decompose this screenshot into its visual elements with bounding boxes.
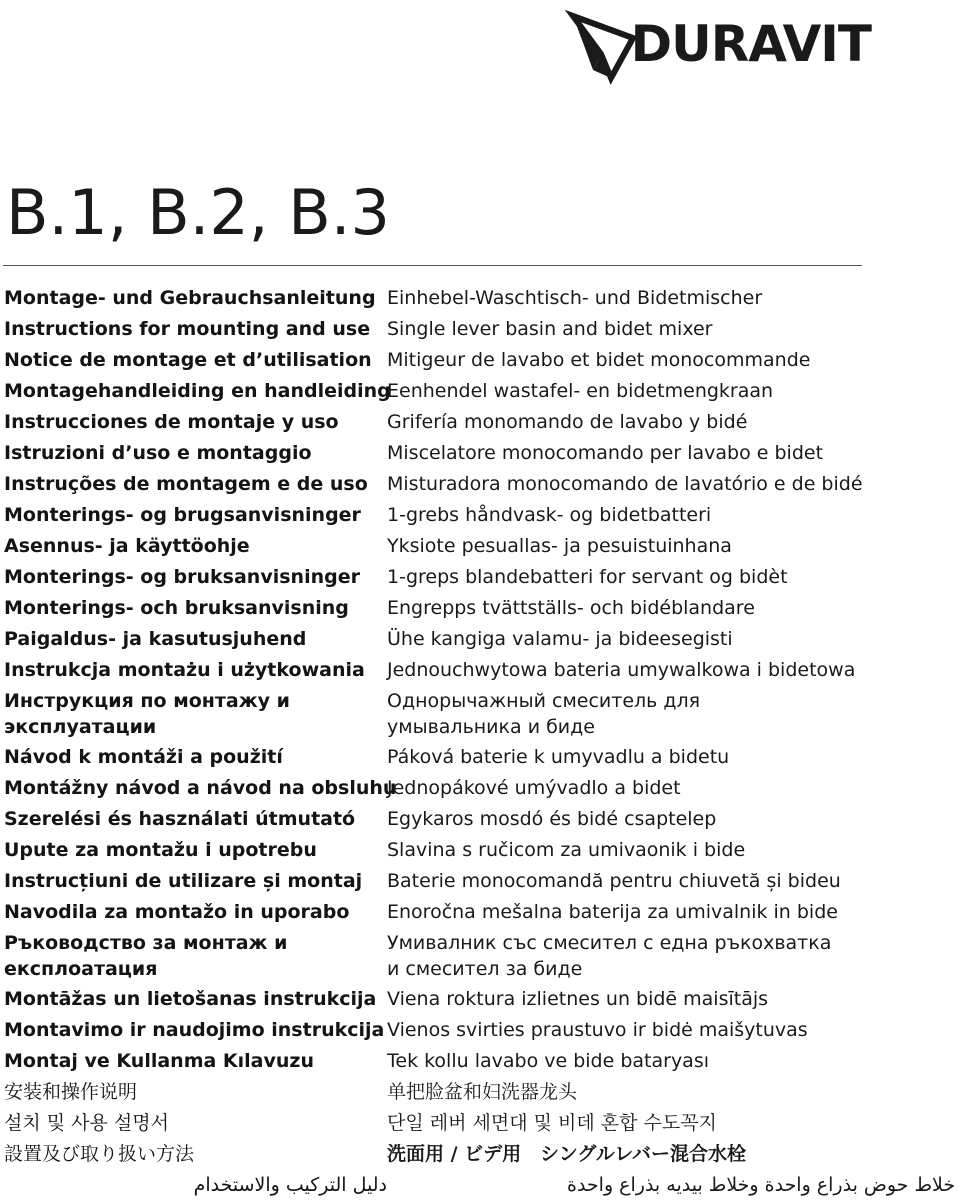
- manual-title: Monterings- og brugsanvisninger: [4, 504, 361, 526]
- table-row: [4, 316, 872, 342]
- manual-title: Paigaldus- ja kasutusjuhend: [4, 628, 307, 650]
- manual-title: Montage- und Gebrauchsanleitung: [4, 287, 376, 309]
- product-name: Slavina s ručicom za umivaonik i bide: [387, 839, 746, 861]
- table-row: [4, 1141, 872, 1167]
- table-row: [4, 626, 872, 652]
- product-name: Умивалник със смесител с една ръкохватка и смесител за биде: [387, 932, 832, 980]
- product-name: Baterie monocomandă pentru chiuvetă și bideu: [387, 870, 841, 892]
- table-row: [4, 1017, 872, 1043]
- manual-title: دليل التركيب والاستخدام: [193, 1174, 387, 1196]
- product-name: Yksiote pesuallas- ja pesuistuinhana: [387, 535, 732, 557]
- table-row: [4, 595, 872, 621]
- manual-title: Návod k montáži a použití: [4, 746, 283, 768]
- manual-title: Upute za montažu i upotrebu: [4, 839, 317, 861]
- table-row: [4, 688, 872, 740]
- product-name: Jednopákové umývadlo a bidet: [387, 777, 681, 799]
- table-row: [4, 1110, 872, 1136]
- manual-title: Montaj ve Kullanma Kılavuzu: [4, 1050, 314, 1072]
- manual-title: Instructions for mounting and use: [4, 318, 371, 340]
- table-row: [4, 837, 872, 863]
- table-row: [4, 502, 872, 528]
- manual-title: Инструкция по монтажу и эксплуатации: [4, 690, 290, 738]
- product-name: Однорычажный смеситель для умывальника и биде: [387, 690, 701, 738]
- table-row: [4, 930, 872, 982]
- table-row: [4, 868, 872, 894]
- language-table: [4, 285, 956, 1203]
- manual-title: 설치 및 사용 설명서: [4, 1112, 169, 1134]
- manual-title: Montavimo ir naudojimo instrukcija: [4, 1019, 385, 1041]
- manual-title: Navodila za montažo in uporabo: [4, 901, 350, 923]
- table-row: [4, 806, 872, 832]
- table-row: [4, 471, 872, 497]
- table-row: [4, 1048, 872, 1074]
- product-name: 单把脸盆和妇洗器龙头: [387, 1081, 578, 1103]
- manual-title: Instrucțiuni de utilizare și montaj: [4, 870, 363, 892]
- manual-title: Monterings- och bruksanvisning: [4, 597, 349, 619]
- manual-title: Monterings- og bruksanvisninger: [4, 566, 360, 588]
- table-row: [4, 409, 872, 435]
- product-name: Single lever basin and bidet mixer: [387, 318, 713, 340]
- table-row: [4, 1079, 872, 1105]
- product-name: 1-greps blandebatteri for servant og bidèt: [387, 566, 788, 588]
- product-name: Misturadora monocomando de lavatório e de bidé: [387, 473, 863, 495]
- table-row: [4, 440, 872, 466]
- product-name: Vienos svirties praustuvo ir bidė maišytuvas: [387, 1019, 808, 1041]
- product-name: Enoročna mešalna baterija za umivalnik in bide: [387, 901, 838, 923]
- product-name: Mitigeur de lavabo et bidet monocommande: [387, 349, 811, 371]
- product-name: Grifería monomando de lavabo y bidé: [387, 411, 748, 433]
- table-row: [4, 347, 872, 373]
- table-row: [4, 378, 872, 404]
- product-name: Tek kollu lavabo ve bide bataryası: [387, 1050, 710, 1072]
- table-row: [4, 744, 872, 770]
- table-row: [4, 986, 872, 1012]
- product-name: Ühe kangiga valamu- ja bideesegisti: [387, 628, 733, 650]
- product-name: 洗面用 / ビデ用 シングルレバー混合水栓: [387, 1143, 746, 1165]
- table-row: [4, 899, 872, 925]
- table-row: [4, 657, 872, 683]
- manual-title: Ръководство за монтаж и експлоатация: [4, 932, 288, 980]
- manual-title: 安装和操作说明: [4, 1081, 138, 1103]
- manual-title: Instrukcja montażu i użytkowania: [4, 659, 365, 681]
- manual-title: Asennus- ja käyttöohje: [4, 535, 250, 557]
- product-name: Viena roktura izlietnes un bidē maisītājs: [387, 988, 769, 1010]
- manual-title: Notice de montage et d’utilisation: [4, 349, 372, 371]
- manual-title: Szerelési és használati útmutató: [4, 808, 356, 830]
- page-title: B.1, B.2, B.3: [6, 176, 390, 249]
- manual-title: Instruções de montagem e de uso: [4, 473, 368, 495]
- table-row: [4, 1172, 956, 1198]
- product-name: Páková baterie k umyvadlu a bidetu: [387, 746, 730, 768]
- title-divider: [3, 265, 862, 266]
- product-name: Jednouchwytowa bateria umywalkowa i bidetowa: [387, 659, 856, 681]
- table-row: [4, 564, 872, 590]
- table-row: [4, 285, 872, 311]
- product-name: خلاط حوض بذراع واحدة وخلاط بيديه بذراع واحدة: [567, 1174, 956, 1196]
- table-row: [4, 775, 872, 801]
- product-name: Eenhendel wastafel- en bidetmengkraan: [387, 380, 774, 402]
- product-name: 단일 레버 세면대 및 비데 혼합 수도꼭지: [387, 1112, 717, 1134]
- manual-title: Montāžas un lietošanas instrukcija: [4, 988, 377, 1010]
- manual-title: Instrucciones de montaje y uso: [4, 411, 339, 433]
- product-name: Einhebel-Waschtisch- und Bidetmischer: [387, 287, 763, 309]
- product-name: 1-grebs håndvask- og bidetbatteri: [387, 504, 712, 526]
- manual-title: Istruzioni d’uso e montaggio: [4, 442, 312, 464]
- manual-title: 設置及び取り扱い方法: [4, 1143, 195, 1165]
- product-name: Miscelatore monocomando per lavabo e bidet: [387, 442, 824, 464]
- table-row: [4, 533, 872, 559]
- product-name: Egykaros mosdó és bidé csaptelep: [387, 808, 717, 830]
- brand-name: DURAVIT: [630, 15, 871, 73]
- product-name: Engrepps tvättställs- och bidéblandare: [387, 597, 755, 619]
- manual-title: Montagehandleiding en handleiding: [4, 380, 391, 402]
- brand-logo: [571, 8, 871, 80]
- manual-title: Montážny návod a návod na obsluhu: [4, 777, 397, 799]
- duravit-plane-icon: [571, 8, 635, 80]
